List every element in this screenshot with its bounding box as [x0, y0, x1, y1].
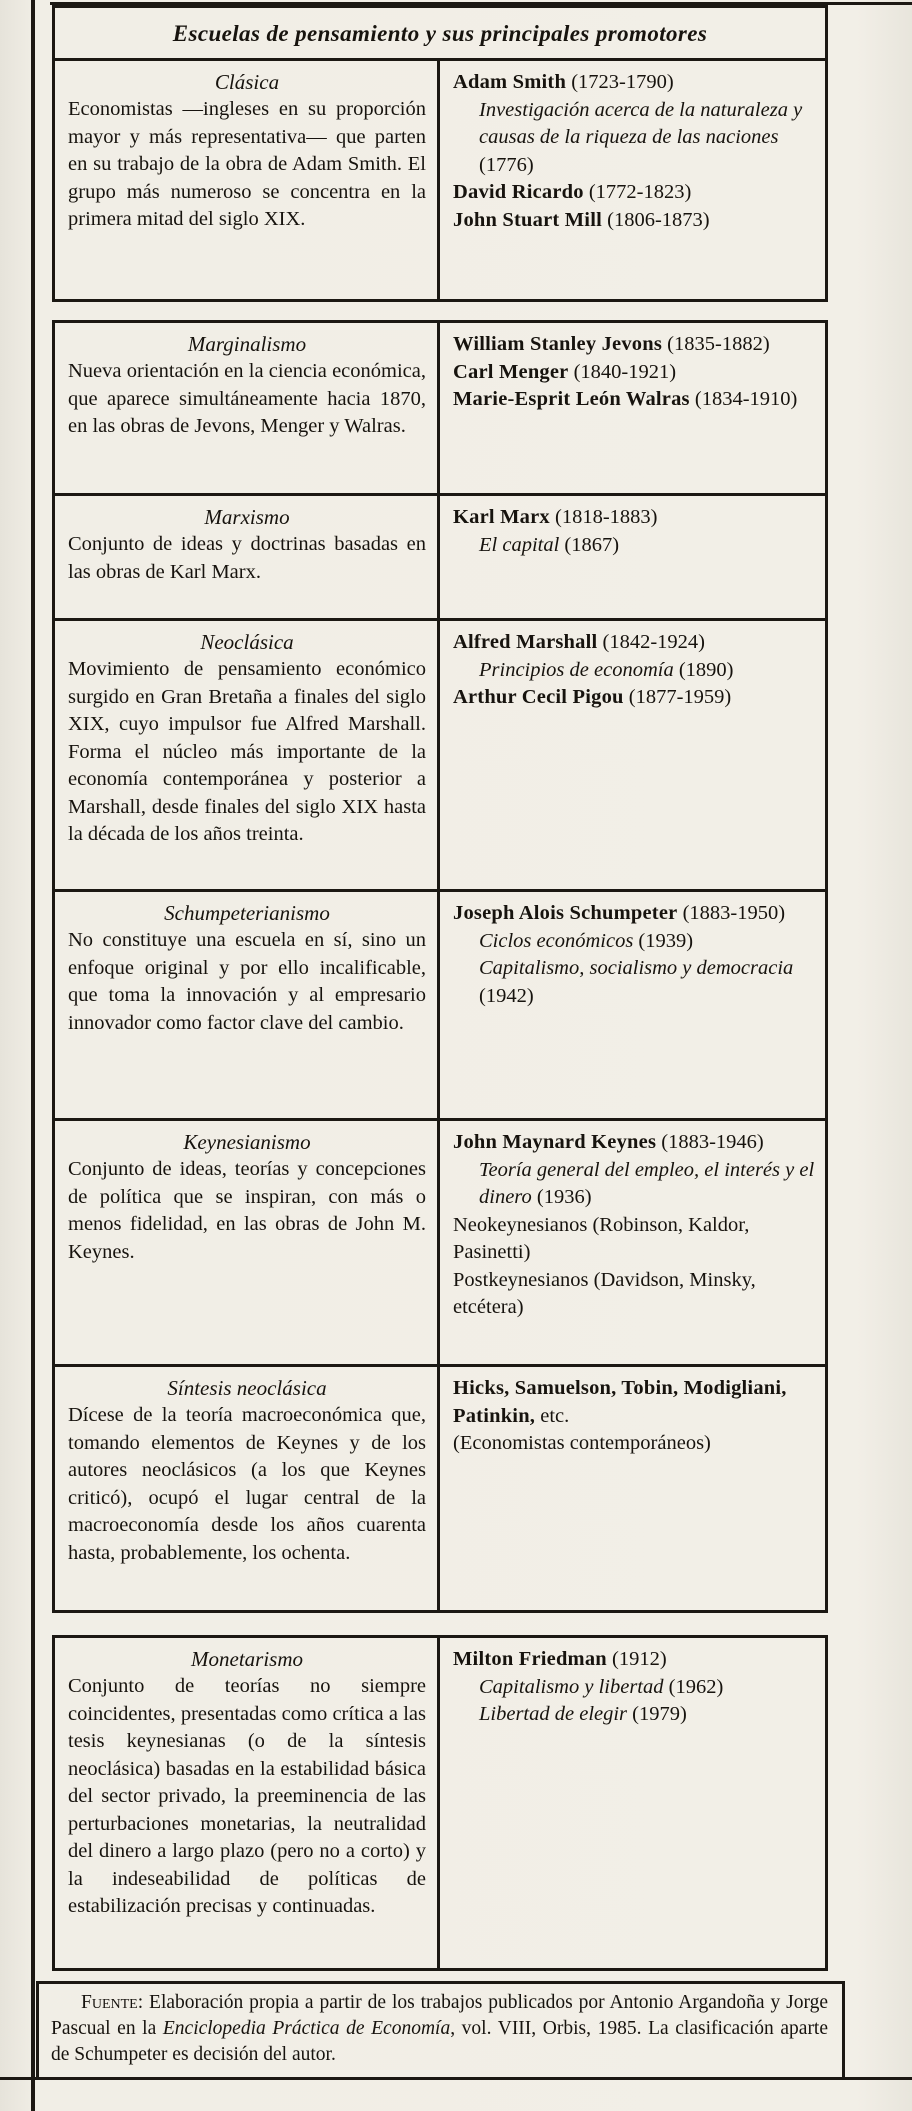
promoter-name: Adam Smith (1723-1790)	[453, 71, 674, 93]
promoter-note: Neokeynesianos (Robinson, Kaldor, Pasinetti)	[453, 1213, 750, 1263]
school-name: Schumpeterianismo	[164, 901, 330, 925]
school-description: Dícese de la teoría macroeconómica que, tomando elementos de Keynes y de los autores neoclásicos (a los que Keynes criticó), ocupó el lugar central de la macroeconomía desde los años cuarenta hasta, probablemente, los ochenta.	[68, 1404, 426, 1564]
school-description: Movimiento de pensamiento económico surgido en Gran Bretaña a finales del siglo XIX, cuyo impulsor fue Alfred Marshall. Forma el núcleo más importante de la economía contemporánea y posterior a Marshall, desde finales del siglo XIX hasta la década de los años treinta.	[68, 658, 426, 845]
school-name: Clásica	[214, 70, 280, 94]
promoter-name: Marie-Esprit León Walras (1834-1910)	[453, 388, 798, 410]
table-groups	[52, 5, 828, 2080]
school-name: Síntesis neoclásica	[167, 1376, 327, 1400]
school-name: Monetarismo	[191, 1647, 303, 1671]
promoter-work-title: Investigación acerca de la naturaleza y causas de la riqueza de las naciones (1776)	[479, 98, 803, 176]
promoter-work-title: Principios de economía (1890)	[479, 658, 734, 681]
school-row	[55, 889, 825, 1118]
school-row	[55, 1638, 825, 1968]
school-name: Keynesianismo	[183, 1130, 311, 1154]
school-row	[55, 1118, 825, 1364]
promoters-cell	[440, 496, 825, 618]
promoters-cell	[440, 892, 825, 1118]
promoter-name: Hicks, Samuelson, Tobin, Modigliani, Patinkin, etc.	[453, 1377, 787, 1427]
school-description: No constituye una escuela en sí, sino un enfoque original y por ello incalificable, que toma la innovación y al empresario innovador como factor clave del cambio.	[68, 929, 426, 1034]
promoter-name: William Stanley Jevons (1835-1882)	[453, 333, 770, 355]
source-note	[51, 1990, 828, 2068]
promoter-name: Arthur Cecil Pigou (1877-1959)	[453, 686, 732, 708]
promoter-name: David Ricardo (1772-1823)	[453, 181, 692, 203]
school-description: Conjunto de ideas, teorías y concepciones de política que se inspiran, con más o menos fidelidad, en las obras de John M. Keynes.	[68, 1158, 426, 1263]
promoters-cell	[440, 1638, 825, 1968]
school-row	[55, 61, 825, 299]
school-cell	[55, 323, 440, 493]
source-label: Fuente:	[81, 1992, 144, 2013]
promoters-cell	[440, 1367, 825, 1610]
school-description: Economistas —ingleses en su proporción mayor y más representativa— que parten en su trabajo de la obra de Adam Smith. El grupo más numeroso se concentra en la primera mitad del siglo XIX.	[68, 98, 426, 230]
school-row	[55, 618, 825, 889]
table-block	[52, 1635, 828, 1971]
promoter-work-title: Capitalismo y libertad (1962)	[479, 1675, 724, 1698]
promoter-note: (Economistas contemporáneos)	[453, 1432, 711, 1454]
promoter-name: Karl Marx (1818-1883)	[453, 506, 658, 528]
promoter-work-title: Teoría general del empleo, el interés y el dinero (1936)	[479, 1158, 815, 1208]
promoter-name: Milton Friedman (1912)	[453, 1648, 667, 1670]
school-cell	[55, 1367, 440, 1610]
school-row	[55, 1364, 825, 1610]
promoter-name: Carl Menger (1840-1921)	[453, 360, 677, 383]
school-cell	[55, 61, 440, 299]
school-name: Marxismo	[204, 505, 290, 529]
promoter-work-title: Libertad de elegir (1979)	[479, 1703, 687, 1725]
school-cell	[55, 1121, 440, 1364]
scan-edge-line	[31, 0, 35, 2111]
source-text: Elaboración propia a partir de los trabajos publicados por Antonio Argandoña y Jorge Pascual en la	[51, 1992, 828, 2039]
promoter-work-title: Ciclos económicos (1939)	[479, 929, 694, 952]
source-text: , vol. VIII, Orbis, 1985. La clasificación aparte de Schumpeter es decisión del autor.	[51, 2018, 829, 2065]
school-row	[55, 493, 825, 618]
promoter-note: Postkeynesianos (Davidson, Minsky, etcétera)	[453, 1268, 756, 1318]
promoters-cell	[440, 621, 825, 889]
school-description: Nueva orientación en la ciencia económica, que aparece simultáneamente hacia 1870, en las obras de Jevons, Menger y Walras.	[68, 360, 426, 437]
table-title: Escuelas de pensamiento y sus principales promotores	[55, 8, 825, 61]
table-block	[52, 320, 828, 1613]
promoter-work-title: El capital (1867)	[479, 533, 620, 556]
school-description: Conjunto de teorías no siempre coincidentes, presentadas como crítica a las tesis keynesianas (o de la síntesis neoclásica) basadas en la estabilidad básica del sector privado, la preeminencia de las perturbaciones monetarias, la neutralidad del dinero a largo plazo (pero no a corto) y la indeseabilidad de políticas de estabilización precisas y continuadas.	[68, 1675, 426, 1917]
promoter-name: Joseph Alois Schumpeter (1883-1950)	[453, 902, 786, 924]
promoters-cell	[440, 61, 825, 299]
school-description: Conjunto de ideas y doctrinas basadas en las obras de Karl Marx.	[68, 533, 426, 583]
promoters-cell	[440, 1121, 825, 1364]
school-name: Neoclásica	[200, 630, 294, 654]
school-row	[55, 323, 825, 493]
promoter-work-title: Capitalismo, socialismo y democracia (1942)	[479, 957, 794, 1007]
promoter-name: Alfred Marshall (1842-1924)	[453, 631, 706, 653]
school-cell	[55, 621, 440, 889]
source-box	[36, 1981, 845, 2080]
promoter-name: John Maynard Keynes (1883-1946)	[453, 1131, 764, 1153]
promoters-cell	[440, 323, 825, 493]
school-name: Marginalismo	[187, 332, 307, 356]
school-cell	[55, 892, 440, 1118]
school-cell	[55, 496, 440, 618]
source-work-title: Enciclopedia Práctica de Economía	[162, 2018, 451, 2039]
school-cell	[55, 1638, 440, 1968]
promoter-name: John Stuart Mill (1806-1873)	[453, 208, 710, 231]
table-block	[52, 5, 828, 302]
